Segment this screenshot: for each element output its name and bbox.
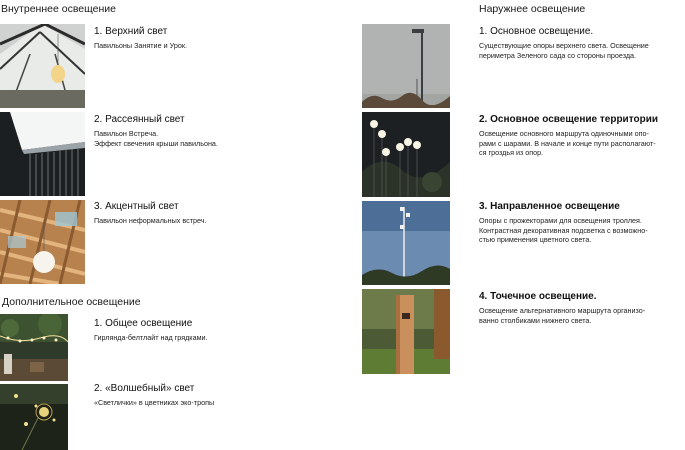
item-overhead-light: [94, 26, 284, 51]
item-directional-light: [479, 201, 679, 245]
item-title: 2. Рассеянный свет: [94, 114, 185, 125]
item-title: 4. Точечное освещение.: [479, 291, 597, 302]
item-accent-light: [94, 201, 284, 226]
item-territory-light: [479, 114, 679, 158]
item-description: Павильон неформальных встреч.: [94, 216, 207, 225]
item-title: 2. Основное освещение территории: [479, 114, 658, 125]
photo-accent-light: [0, 200, 85, 284]
photo-territory-light: [362, 112, 450, 197]
item-description: Освещение основного маршрута одиночными опо- рами с шарами. В начале и конце пути располагают- ся гроздья из опор.: [479, 129, 656, 158]
item-general-light: [94, 318, 284, 343]
photo-directional-light: [362, 201, 450, 285]
item-description: Освещение альтернативного маршрута организо- ванно столбиками нижнего света.: [479, 306, 646, 325]
item-title: 1. Общее освещение: [94, 318, 193, 329]
section-title-outdoor: Наружнее освещение: [479, 3, 586, 15]
section-title-indoor: Внутреннее освещение: [1, 3, 116, 15]
section-title-additional: Дополнительное освещение: [2, 296, 141, 308]
item-main-light: [479, 26, 679, 60]
item-description: Гирлянда-белтлайт над грядками.: [94, 333, 208, 342]
item-diffused-light: [94, 114, 284, 148]
item-title: 1. Основное освещение.: [479, 26, 594, 37]
item-title: 3. Направленное освещение: [479, 201, 620, 212]
item-title: 3. Акцентный свет: [94, 201, 179, 212]
item-description: «Светлички» в цветниках эко-тропы: [94, 398, 215, 407]
photo-diffused-light: [0, 112, 85, 196]
item-description: Существующие опоры верхнего света. Освещение периметра Зеленого сада со стороны проезда.: [479, 41, 649, 60]
photo-overhead-light: [0, 24, 85, 108]
item-description: Павильоны Занятие и Урок.: [94, 41, 187, 50]
photo-general-light: [0, 314, 68, 381]
photo-magic-light: [0, 384, 68, 450]
item-point-light: [479, 291, 679, 325]
item-title: 2. «Волшебный» свет: [94, 383, 195, 394]
item-title: 1. Верхний свет: [94, 26, 168, 37]
item-description: Опоры с прожекторами для освещения троллея. Контрастная декоративная подсветка с возможно- стью применения цветного света.: [479, 216, 648, 245]
item-magic-light: [94, 383, 284, 408]
photo-main-light: [362, 24, 450, 108]
photo-point-light: [362, 289, 450, 374]
item-description: Павильон Встреча. Эффект свечения крыши павильона.: [94, 129, 218, 148]
